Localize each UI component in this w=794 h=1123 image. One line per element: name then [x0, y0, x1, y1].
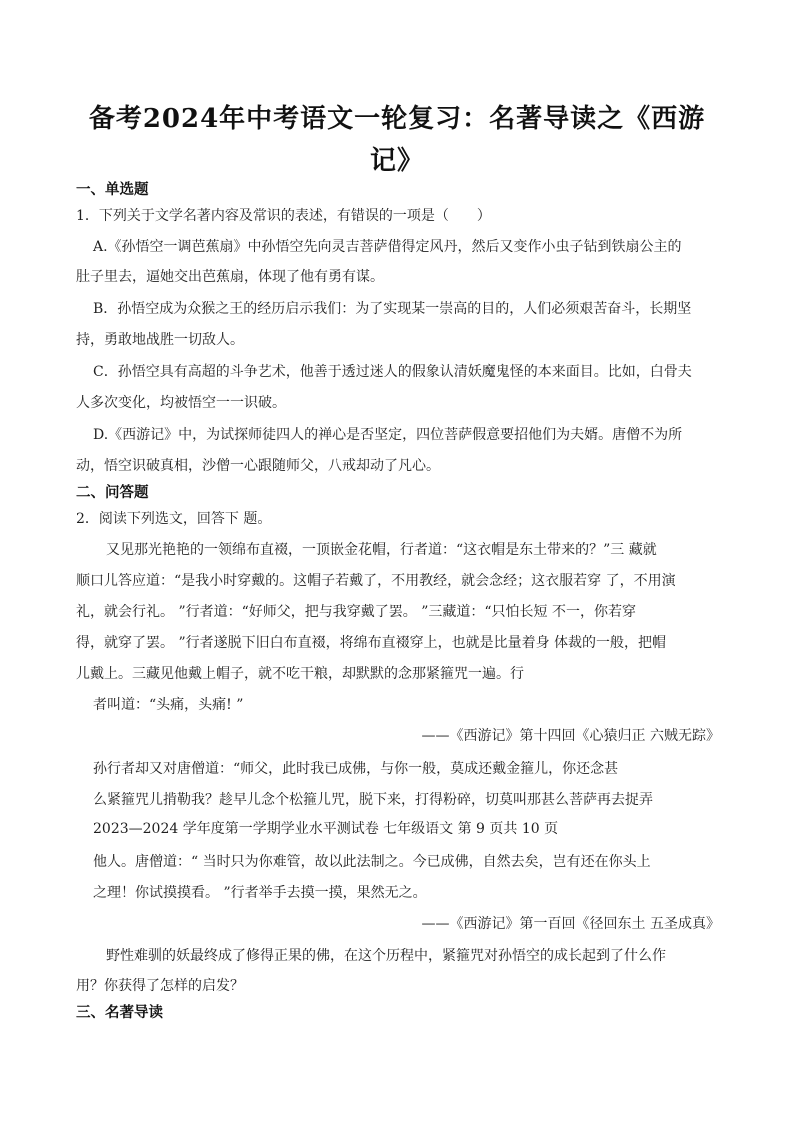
- passage3-line2: 之理！你试摸摸看。 ”行者举手去摸一摸，果然无之。: [93, 885, 427, 901]
- option-a-line1: A.《孙悟空一调芭蕉扇》中孙悟空先向灵吉菩萨借得定风丹，然后又变作小虫子钻到铁扇公主的: [93, 239, 682, 255]
- passage1-line1: 又见那光艳艳的一领绵布直裰，一顶嵌金花帽，行者道：“这衣帽是东土带来的？”三 藏就: [106, 542, 657, 558]
- option-b-line1: B．孙悟空成为众猴之王的经历启示我们：为了实现某一崇高的目的，人们必须艰苦奋斗，长期坚: [93, 301, 692, 317]
- passage1-line5: 儿戴上。三藏见他戴上帽子，就不吃干粮，却默默的念那紧箍咒一遍。行: [76, 666, 524, 682]
- option-a-line2: 肚子里去，逼她交出芭蕉扇，体现了他有勇有谋。: [76, 269, 384, 285]
- section-heading-single-choice: 一、单选题: [76, 181, 149, 198]
- option-d-line1: D.《西游记》中，为试探师徒四人的禅心是否坚定，四位菩萨假意要招他们为夫婿。唐僧不为所: [93, 427, 683, 443]
- passage1-line6: 者叫道：“头痛，头痛! ”: [93, 697, 244, 713]
- option-d-line2: 动，悟空识破真相，沙僧一心跟随师父，八戒却动了凡心。: [76, 458, 440, 474]
- passage1-line4: 得，就穿了罢。 ”行者遂脱下旧白布直裰，将绵布直裰穿上，也就是比量着身 体裁的一般，把帽: [76, 635, 667, 651]
- source-citation-2: ——《西游记》第一百回《径回东土 五圣成真》: [421, 916, 720, 932]
- option-c-line2: 人多次变化，均被悟空一一识破。: [76, 395, 286, 411]
- passage3-line1: 他人。唐僧道：“ 当时只为你难管，故以此法制之。今已成佛，自然去矣，岂有还在你头上: [93, 854, 651, 870]
- section-heading-book-guide: 三、名著导读: [76, 1004, 163, 1021]
- question-prompt-line1: 野性难驯的妖最终成了修得正果的佛，在这个历程中，紧箍咒对孙悟空的成长起到了什么作: [106, 948, 666, 964]
- question-2-stem: 2．阅读下列选文，回答下 题。: [76, 511, 272, 527]
- passage2-line2: 么紧箍咒儿掯勒我？趁早儿念个松箍儿咒，脱下来，打得粉碎，切莫叫那甚么菩萨再去捉弄: [93, 792, 653, 808]
- passage1-line3: 礼，就会行礼。 ”行者道：“好师父，把与我穿戴了罢。 ”三藏道：“只怕长短 不一，你若穿: [76, 604, 636, 620]
- exam-page-footer: 2023—2024 学年度第一学期学业水平测试卷 七年级语文 第 9 页共 10 页: [93, 821, 559, 837]
- passage1-line2: 顺口儿答应道：“是我小时穿戴的。这帽子若戴了，不用教经，就会念经；这衣服若穿 了，不用演: [76, 573, 676, 589]
- question-prompt-line2: 用？你获得了怎样的启发？: [76, 978, 244, 994]
- document-title-line1: 备考2024年中考语文一轮复习：名著导读之《西游: [88, 104, 706, 134]
- question-1-stem: 1．下列关于文学名著内容及常识的表述，有错误的一项是（ ）: [76, 208, 491, 224]
- source-citation-1: ——《西游记》第十四回《心猿归正 六贼无踪》: [421, 728, 720, 744]
- section-heading-qa: 二、问答题: [76, 484, 149, 501]
- option-b-line2: 持，勇敢地战胜一切敌人。: [76, 332, 244, 348]
- document-title-line2: 记》: [369, 146, 424, 176]
- passage2-line1: 孙行者却又对唐僧道：“师父，此时我已成佛，与你一般，莫成还戴金箍儿，你还念甚: [93, 761, 619, 777]
- option-c-line1: C．孙悟空具有高超的斗争艺术，他善于透过迷人的假象认清妖魔鬼怪的本来面目。比如，白骨夫: [93, 364, 692, 380]
